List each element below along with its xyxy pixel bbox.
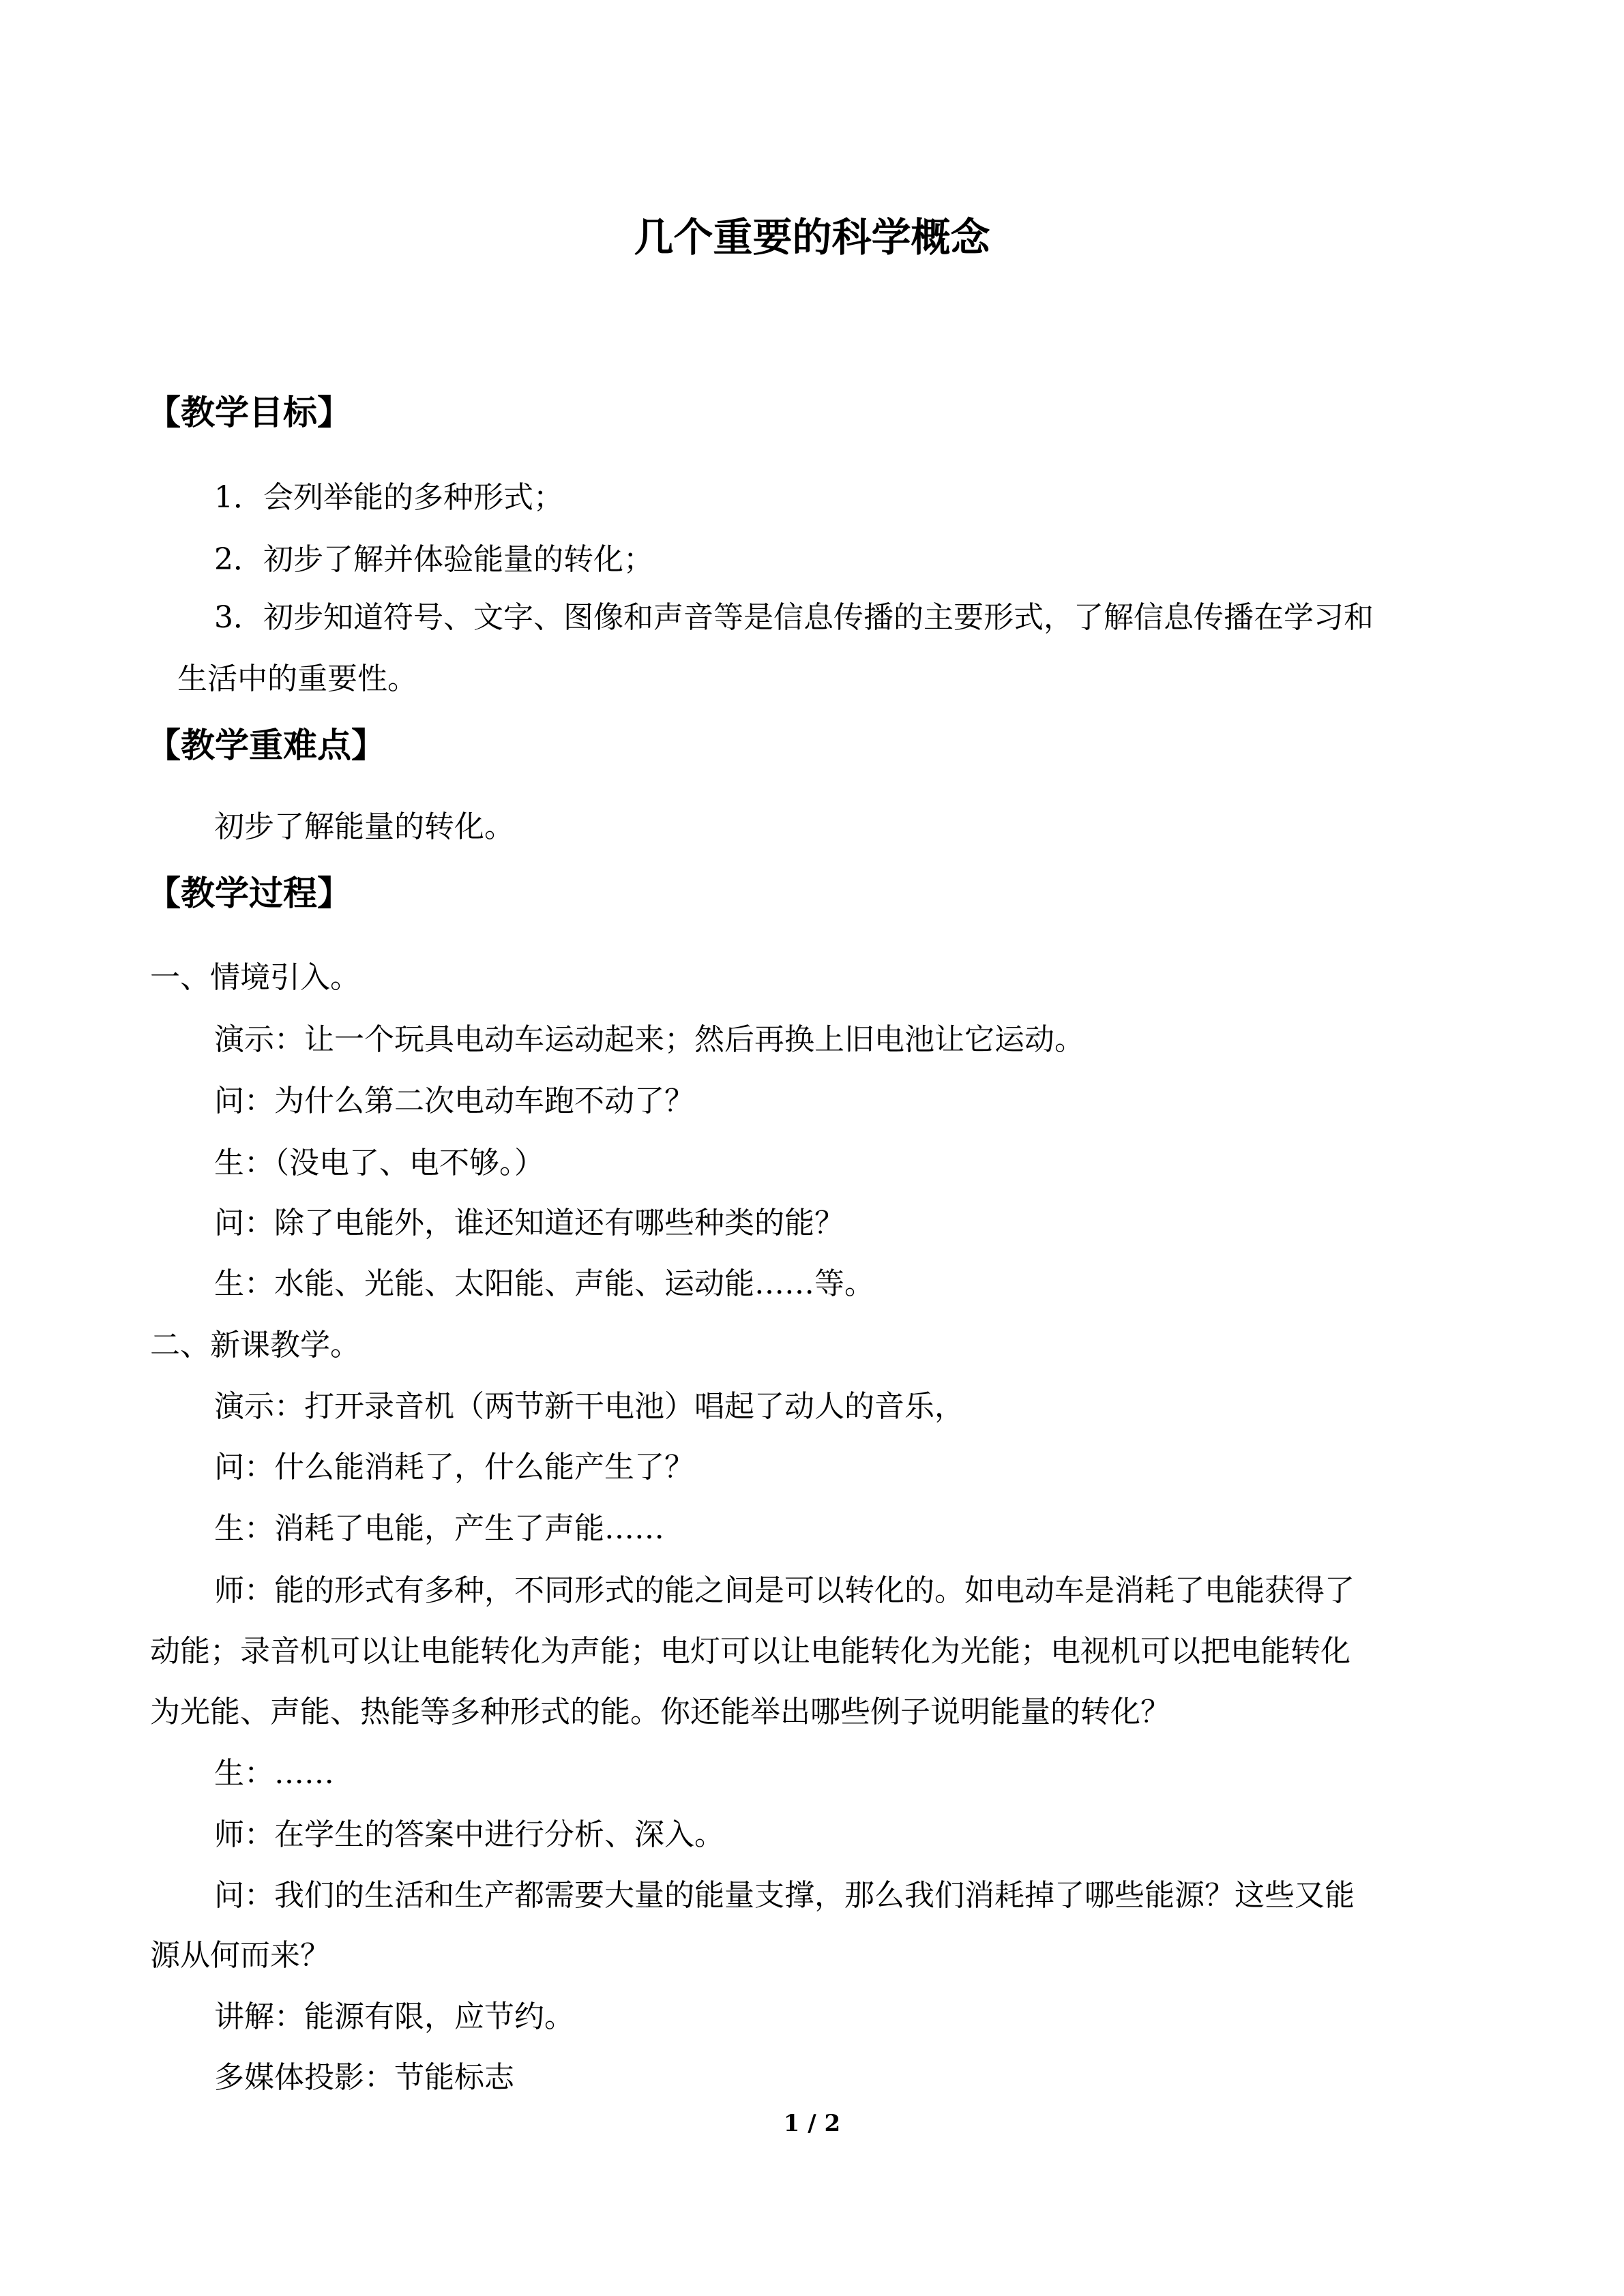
process-part2-title: 二、新课教学。 [150,1328,360,1362]
page-title: 几个重要的科学概念 [634,214,990,260]
objective-item: 2．初步了解并体验能量的转化； [214,542,653,577]
process-line: 生：水能、光能、太阳能、声能、运动能……等。 [214,1266,874,1301]
section-heading-objectives: 【教学目标】 [147,392,351,432]
process-line: 生：…… [214,1756,334,1791]
process-line: 演示：打开录音机（两节新干电池）唱起了动人的音乐， [214,1389,964,1424]
process-line: 问：什么能消耗了，什么能产生了？ [214,1450,694,1485]
objective-item: 3．初步知道符号、文字、图像和声音等是信息传播的主要形式，了解信息传播在学习和 [214,600,1374,635]
process-line-continued: 源从何而来？ [150,1938,330,1973]
process-line: 师：在学生的答案中进行分析、深入。 [214,1817,724,1852]
process-line-continued: 动能；录音机可以让电能转化为声能；电灯可以让电能转化为光能；电视机可以把电能转化 [150,1634,1350,1669]
key-points-text: 初步了解能量的转化。 [214,809,514,844]
process-line: 问：除了电能外，谁还知道还有哪些种类的能？ [214,1206,844,1240]
process-line-continued: 为光能、声能、热能等多种形式的能。你还能举出哪些例子说明能量的转化？ [150,1695,1170,1729]
process-line: 多媒体投影：节能标志 [214,2060,514,2095]
objective-item: 1．会列举能的多种形式； [214,480,563,515]
process-part1-title: 一、情境引入。 [150,960,360,995]
page-number: 1 / 2 [783,2110,841,2137]
section-heading-key-points: 【教学重难点】 [147,725,385,765]
process-line: 演示：让一个玩具电动车运动起来；然后再换上旧电池让它运动。 [214,1022,1084,1057]
section-heading-process: 【教学过程】 [147,873,351,913]
process-line: 师：能的形式有多种，不同形式的能之间是可以转化的。如电动车是消耗了电能获得了 [214,1573,1355,1608]
process-line: 生：消耗了电能，产生了声能…… [214,1511,664,1546]
process-line: 讲解：能源有限，应节约。 [214,1999,574,2034]
process-line: 生：（没电了、电不够。） [214,1146,544,1180]
objective-item-continued: 生活中的重要性。 [177,661,417,696]
process-line: 问：我们的生活和生产都需要大量的能量支撑，那么我们消耗掉了哪些能源？这些又能 [214,1878,1355,1913]
process-line: 问：为什么第二次电动车跑不动了？ [214,1084,694,1118]
